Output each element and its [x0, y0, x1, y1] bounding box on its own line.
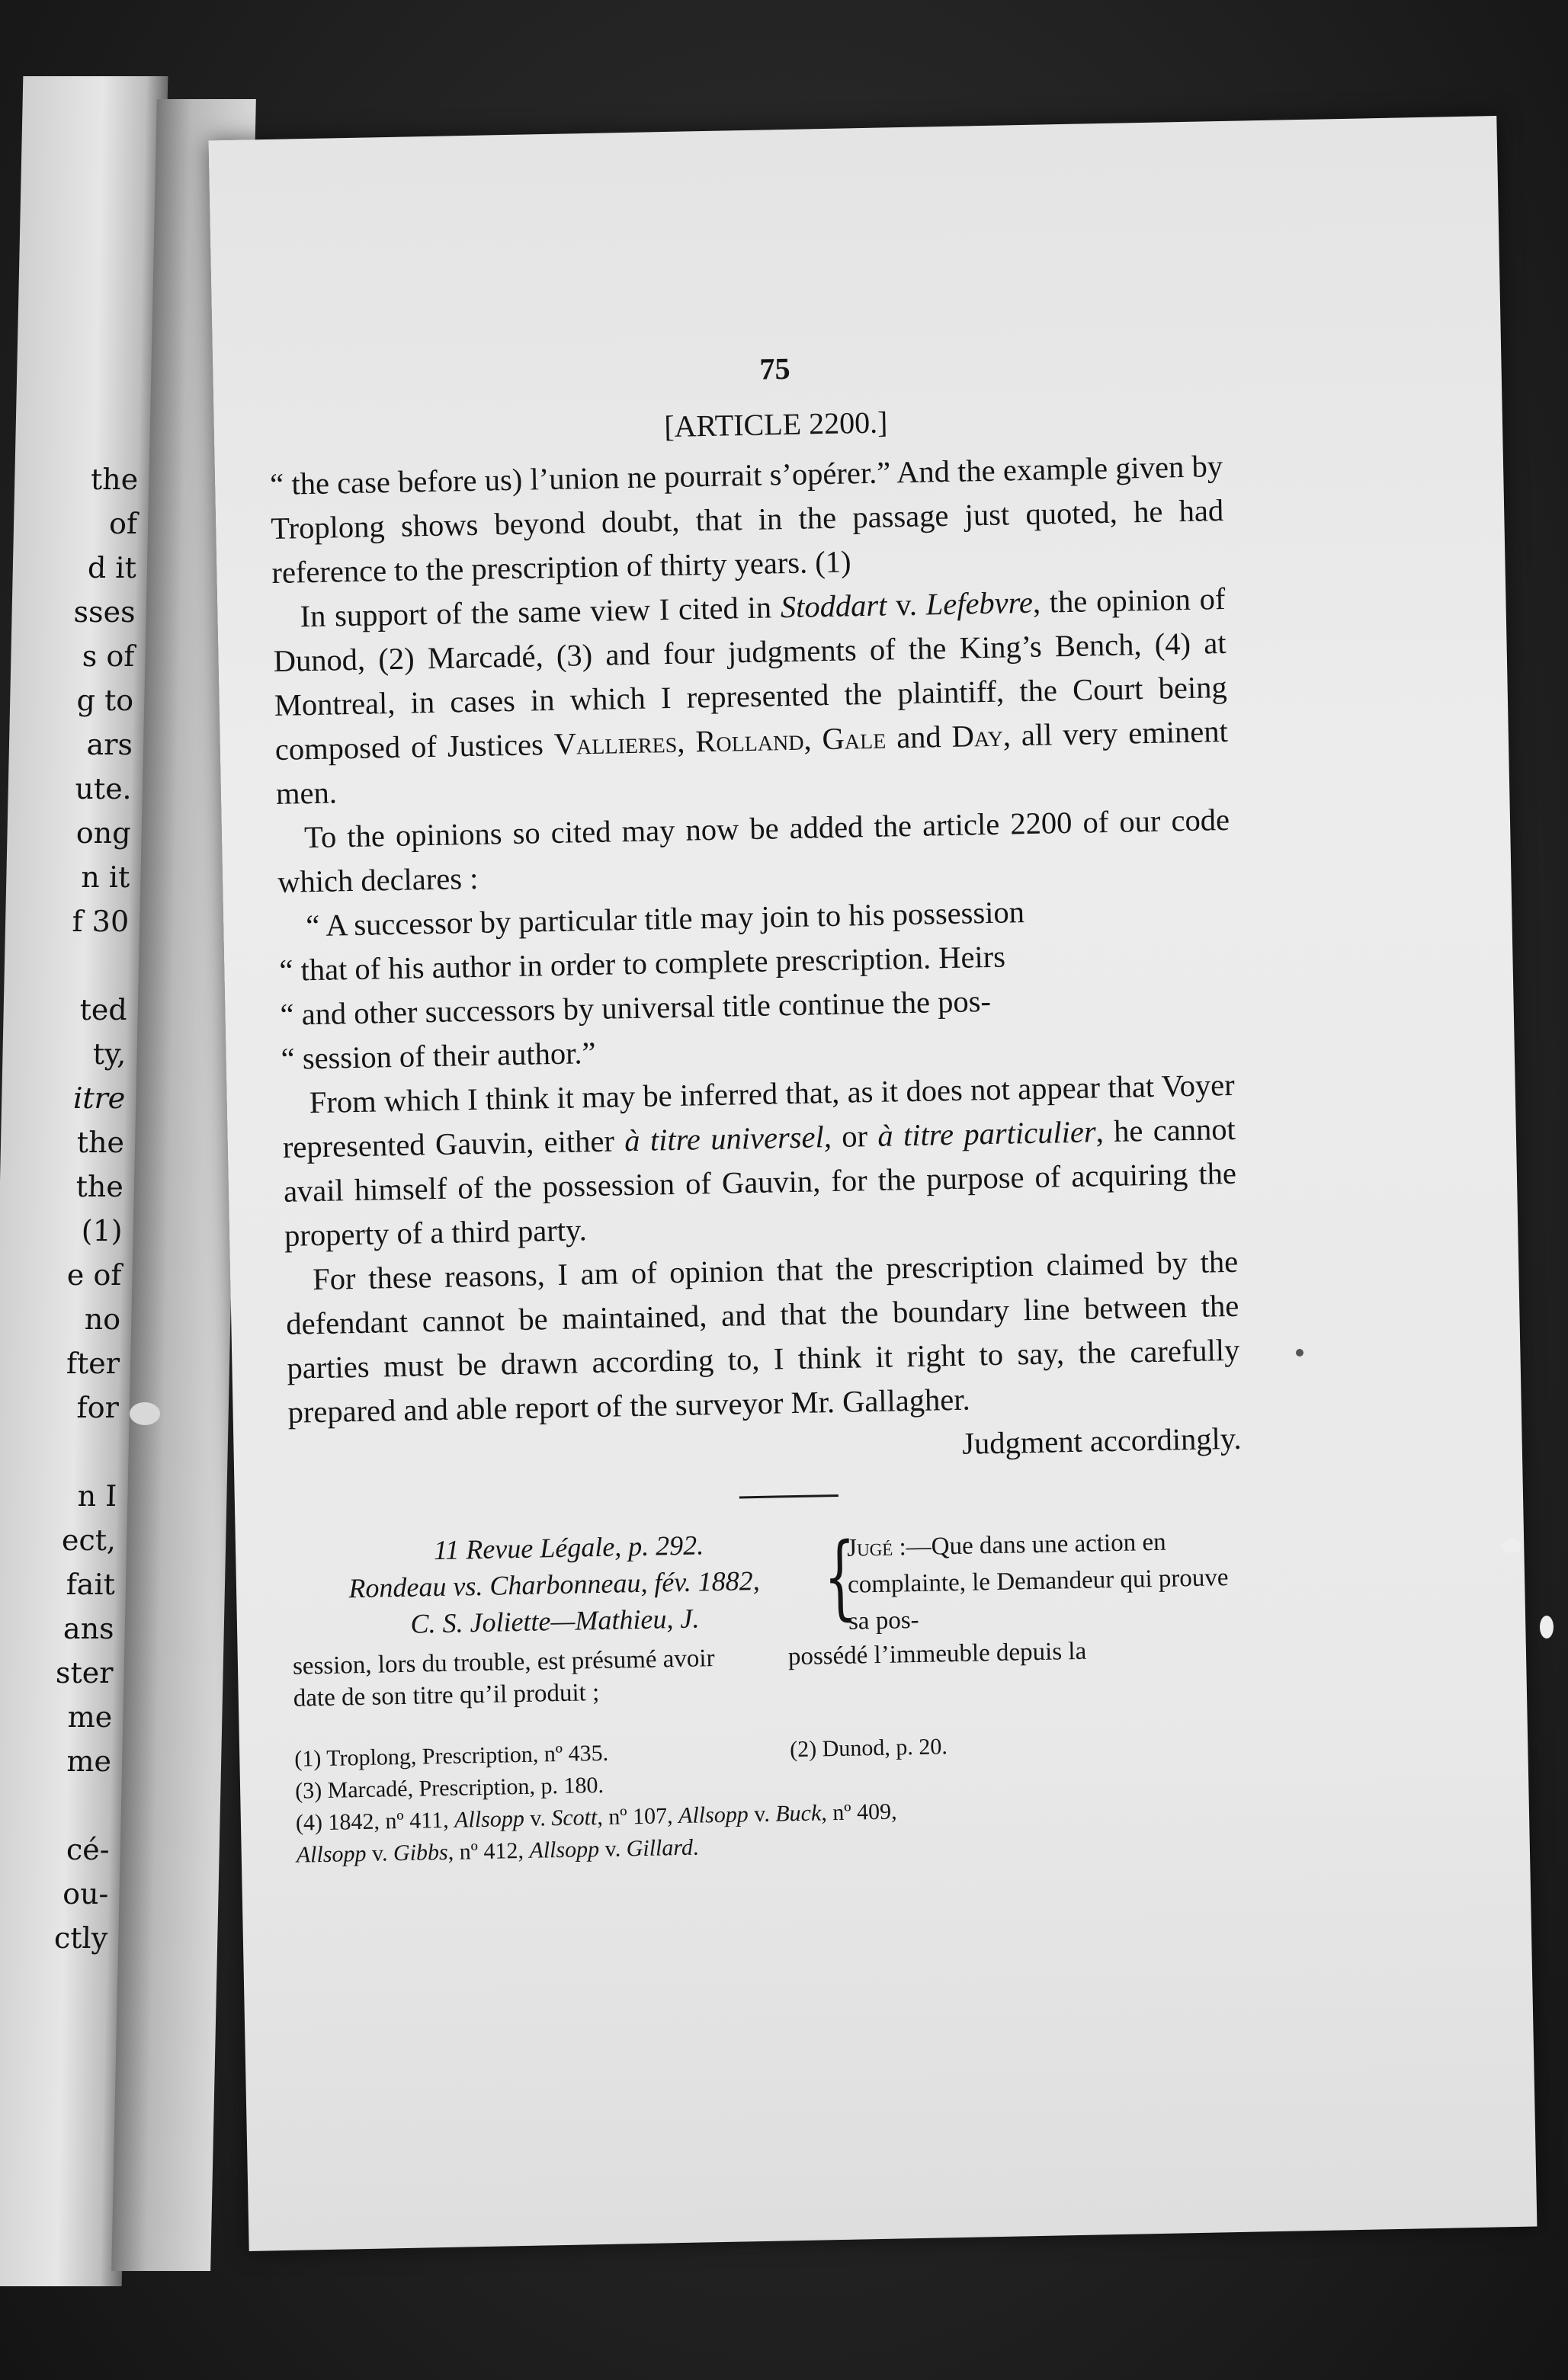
- left-line: g to: [76, 684, 134, 717]
- left-line: fter: [66, 1347, 120, 1380]
- reference-case: Rondeau vs. Charbonneau, fév. 1882,: [348, 1565, 760, 1604]
- fn4-text: , nº 409,: [820, 1799, 897, 1826]
- paragraph-2: [272, 577, 1229, 816]
- fn4-party: Gibbs: [393, 1839, 448, 1866]
- left-line: ans: [63, 1612, 115, 1645]
- summary-juge: [847, 1517, 1246, 1640]
- left-line: f 30: [72, 905, 130, 938]
- p2-mid: , the opinion of Dunod, (2) Marcadé, (3) and four judgments of the King’s Bench, (4) at Montreal, in cases in which I represented the plaintiff, the Court being composed of Justices: [273, 581, 1228, 767]
- left-line: s of: [82, 639, 135, 673]
- fn4-text: v.: [748, 1801, 776, 1827]
- fn4-text: , nº 107,: [596, 1803, 679, 1831]
- fn4-text: v.: [366, 1840, 394, 1866]
- summary-tail-right: possédé l’immeuble depuis la: [787, 1637, 1087, 1671]
- dust-speck: [1296, 1349, 1303, 1357]
- left-line: sses: [73, 595, 136, 629]
- left-line: ect,: [61, 1523, 117, 1557]
- main-page: [209, 116, 1538, 2251]
- p2-and: and: [885, 719, 953, 755]
- code-quote-line-2: “ that of his author in order to complete prescription. Heirs: [279, 939, 1006, 988]
- left-line-gap: [3, 1430, 118, 1474]
- footnote-3: (3) Marcadé, Prescription, p. 180.: [294, 1772, 604, 1804]
- left-line: ster: [55, 1656, 114, 1690]
- left-line: ty,: [92, 1037, 127, 1071]
- fn4-text: v.: [598, 1836, 627, 1863]
- dust-speck: [1502, 1539, 1522, 1553]
- left-line: (1): [81, 1214, 123, 1248]
- p4-or: or: [831, 1118, 878, 1155]
- fn4-party: Scott: [550, 1805, 598, 1831]
- fn4-party: Allsopp: [678, 1802, 749, 1829]
- left-line: me: [66, 1744, 112, 1778]
- judgment-line: Judgment accordingly.: [961, 1421, 1242, 1461]
- page-number: 75: [759, 351, 790, 386]
- fn4-text: .: [692, 1834, 699, 1860]
- p4-start: From which I think it may be inferred that, as it does not appear that Voyer represented Gauvin, either: [282, 1067, 1236, 1164]
- left-line: of: [108, 507, 138, 540]
- left-line: the: [76, 1126, 125, 1159]
- reference-court: C. S. Joliette—Mathieu, J.: [410, 1603, 700, 1639]
- left-line: ars: [86, 728, 133, 761]
- justice-rolland: Rolland: [694, 722, 804, 759]
- p2-end: , all very eminent men.: [275, 713, 1229, 811]
- left-line: the: [75, 1170, 124, 1203]
- reference-revue-legale: 11 Revue Légale, p. 292.: [433, 1530, 704, 1566]
- article-heading: [ARTICLE 2200.]: [663, 405, 888, 444]
- left-line: ted: [79, 993, 128, 1027]
- left-line-gap: [0, 1783, 111, 1827]
- summary-tail-left: session, lors du trouble, est présumé avoir date de son titre qu’il produit ;: [292, 1645, 715, 1712]
- left-line: for: [76, 1391, 120, 1424]
- left-line: no: [84, 1302, 121, 1336]
- left-line-gap: [13, 943, 128, 988]
- fn4-party: Allsopp: [296, 1840, 367, 1868]
- left-line: n I: [77, 1479, 117, 1513]
- left-line: cé-: [66, 1833, 111, 1866]
- case-summary: [290, 1517, 1246, 1651]
- p2-start: In support of the same view I cited in: [300, 590, 781, 634]
- left-line: the: [90, 463, 139, 496]
- fn4-party: Allsopp: [454, 1805, 525, 1833]
- paragraph-4: [281, 1063, 1237, 1258]
- case-name-lefebvre: Lefebvre: [925, 585, 1034, 622]
- left-line: ou-: [62, 1877, 109, 1911]
- footnotes: [294, 1725, 1249, 1872]
- juge-label: Jugé: [846, 1533, 893, 1562]
- section-divider: [739, 1494, 839, 1498]
- p4-italic-universel: à titre universel,: [624, 1120, 832, 1158]
- brace-glyph: {: [822, 1523, 858, 1631]
- fn4-party: Allsopp: [529, 1837, 600, 1863]
- p2-v: v.: [886, 587, 927, 623]
- left-line: n it: [80, 860, 130, 894]
- fn4-text: v.: [524, 1805, 552, 1831]
- left-line: e of: [66, 1258, 122, 1292]
- paragraph-3: To the opinions so cited may now be added the article 2200 of our code which declares :: [277, 802, 1230, 899]
- p2-sep: ,: [803, 722, 822, 757]
- left-line: me: [67, 1700, 113, 1734]
- left-line: ctly: [53, 1921, 108, 1955]
- paragraph-5: For these reasons, I am of opinion that the prescription claimed by the defendant cannot be maintained, and that the boundary line between the parties must be drawn according to, I think it right to say, the carefully prepared and able report of the surveyor Mr. Gallagher.: [285, 1244, 1240, 1430]
- paragraph-1: “ the case before us) l’union ne pourrait s’opérer.” And the example given by Troplong shows beyond doubt, that in the passage just quoted, he had reference to the prescription of thirty years. (1): [269, 449, 1224, 590]
- justice-day: Day: [951, 718, 1004, 754]
- code-quote-line-4: “ session of their author.”: [281, 1035, 596, 1076]
- juge-text: :—Que dans une action en complainte, le Demandeur qui prouve sa pos-: [847, 1528, 1229, 1635]
- code-quote-line-3: “ and other successors by universal title continue the pos-: [280, 983, 992, 1032]
- dust-speck: [130, 1402, 160, 1425]
- body-text: [270, 444, 1242, 1479]
- code-quote-line-1: “ A successor by particular title may join to his possession: [305, 895, 1025, 943]
- justice-vallieres: Vallieres: [553, 724, 678, 761]
- fn4-text: (4) 1842, nº 411,: [295, 1807, 455, 1836]
- p4-end: , he cannot avail himself of the possession of Gauvin, for the purpose of acquiring the property of a third party.: [283, 1111, 1237, 1253]
- left-line: ute.: [75, 772, 133, 806]
- dust-speck: [1540, 1616, 1554, 1638]
- left-line: itre: [72, 1081, 126, 1115]
- case-name-stoddart: Stoddart: [780, 588, 887, 625]
- fn4-text: , nº 412,: [447, 1837, 530, 1865]
- left-line: d it: [87, 551, 137, 585]
- page-content: [268, 342, 1249, 1872]
- footnote-1: (1) Troplong, Prescription, nº 435.: [294, 1740, 609, 1772]
- left-page-text-fragments: [0, 457, 139, 1960]
- fn4-party: Buck: [774, 1800, 822, 1827]
- summary-references: [290, 1525, 819, 1645]
- p2-sep: ,: [676, 724, 696, 759]
- justice-gale: Gale: [822, 720, 887, 757]
- p4-italic-particulier: à titre particulier: [877, 1114, 1097, 1153]
- left-line: fait: [66, 1568, 116, 1601]
- fn4-party: Gillard: [626, 1834, 694, 1862]
- footnote-2: (2) Dunod, p. 20.: [789, 1734, 948, 1763]
- left-line: ong: [75, 816, 132, 850]
